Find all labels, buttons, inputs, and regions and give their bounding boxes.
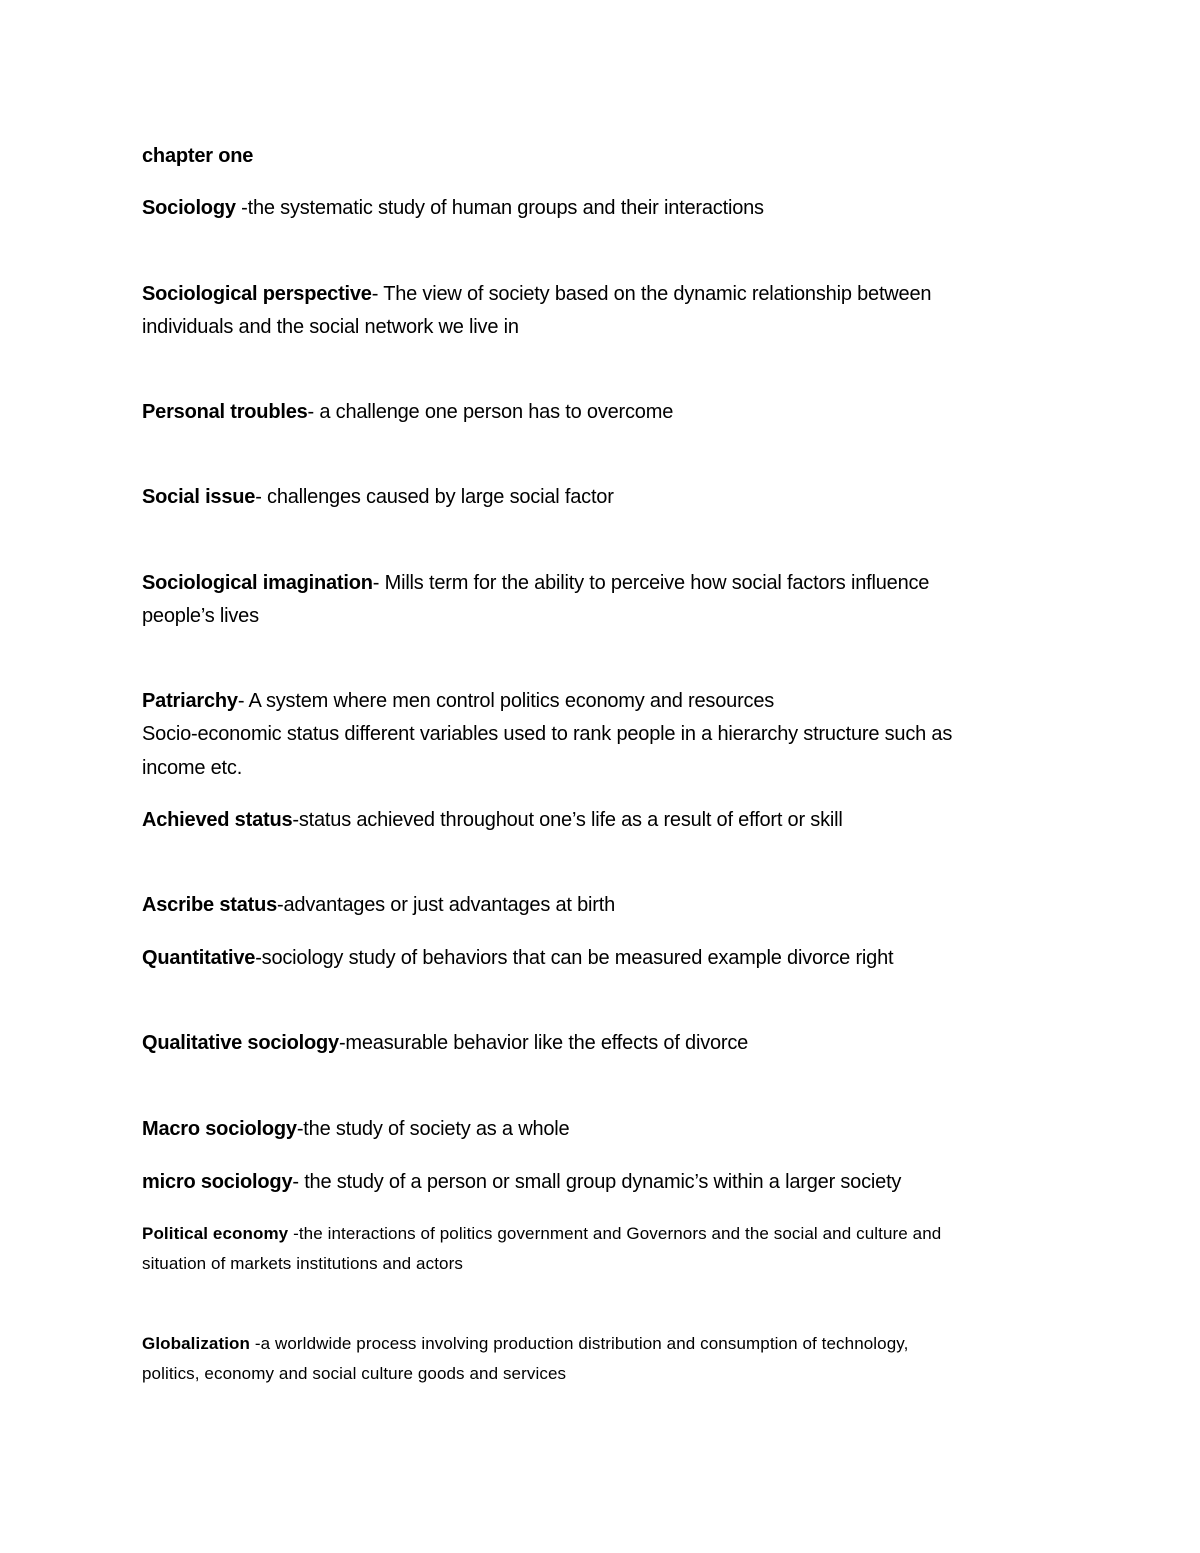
entry-social-issue — [142, 481, 1072, 514]
term: Quantitative — [142, 947, 256, 969]
definition-continuation: politics, economy and social culture goods and services — [142, 1364, 567, 1383]
term: Globalization — [142, 1334, 251, 1353]
definition: -the study of society as a whole — [296, 1118, 570, 1140]
term: Political economy — [142, 1224, 289, 1243]
definition: - a challenge one person has to overcome — [307, 401, 674, 423]
term: Personal troubles — [142, 401, 308, 423]
definition: -status achieved throughout one’s life as a result of effort or skill — [292, 809, 843, 831]
term: Social issue — [142, 486, 256, 508]
term: Macro sociology — [142, 1118, 297, 1140]
entry-socio-economic-status: Socio-economic status different variables used to rank people in a hierarchy structure such as — [142, 723, 953, 745]
definition: - the study of a person or small group dynamic’s within a larger society — [292, 1171, 902, 1193]
definition: -the interactions of politics government and Governors and the social and culture and — [288, 1224, 942, 1243]
term: Qualitative sociology — [142, 1032, 339, 1054]
definition: - The view of society based on the dynamic relationship between — [371, 283, 932, 305]
term: Achieved status — [142, 809, 293, 831]
definition: - Mills term for the ability to perceive how social factors influence — [372, 572, 930, 594]
entry-qualitative-sociology — [142, 1027, 1072, 1060]
chapter-heading: chapter one — [142, 145, 254, 167]
entry-micro-sociology — [142, 1166, 1072, 1199]
definition-continuation: people’s lives — [142, 605, 259, 627]
term: Sociological perspective — [142, 283, 372, 305]
definition: -a worldwide process involving production distribution and consumption of technology, — [250, 1334, 909, 1353]
term: Patriarchy — [142, 690, 238, 712]
entry-patriarchy — [142, 685, 1072, 718]
term: Sociology — [142, 197, 236, 219]
entry-macro-sociology — [142, 1113, 1072, 1146]
entry-personal-troubles — [142, 396, 1072, 429]
definition: -the systematic study of human groups and their interactions — [235, 197, 764, 219]
definition-continuation: individuals and the social network we live in — [142, 316, 519, 338]
entry-sociology — [142, 192, 1072, 225]
definition-continuation: situation of markets institutions and actors — [142, 1254, 463, 1273]
entry-globalization — [142, 1329, 1072, 1358]
definition: -advantages or just advantages at birth — [277, 894, 616, 916]
term: Ascribe status — [142, 894, 278, 916]
entry-sociological-imagination — [142, 567, 1072, 600]
term: micro sociology — [142, 1171, 293, 1193]
definition: - challenges caused by large social factor — [255, 486, 614, 508]
definition: -sociology study of behaviors that can be measured example divorce right — [255, 947, 894, 969]
entry-sociological-perspective — [142, 278, 1072, 311]
definition: -measurable behavior like the effects of divorce — [338, 1032, 749, 1054]
entry-ascribe-status — [142, 889, 1072, 922]
definition-continuation: income etc. — [142, 757, 243, 779]
term: Sociological imagination — [142, 572, 373, 594]
definition: - A system where men control politics economy and resources — [237, 690, 775, 712]
entry-achieved-status — [142, 804, 1072, 837]
entry-quantitative — [142, 942, 1072, 975]
entry-political-economy — [142, 1219, 1072, 1248]
